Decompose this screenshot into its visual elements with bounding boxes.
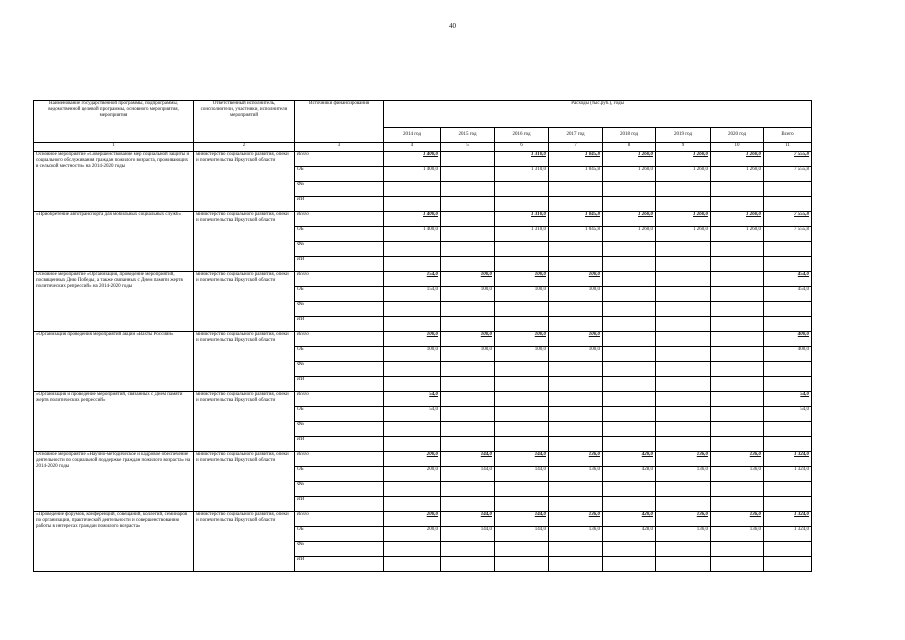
amount-cell (603, 542, 656, 557)
amount-cell: 1 400,0 (384, 167, 441, 182)
amount-cell (656, 197, 711, 212)
amount-cell (549, 392, 603, 407)
amount-cell (656, 272, 711, 287)
amount-cell (441, 242, 495, 257)
amount-cell (764, 482, 812, 497)
header-col-number: 8 (603, 143, 656, 152)
amount-cell (495, 392, 549, 407)
amount-cell: 1 260,0 (656, 167, 711, 182)
funding-source: ИИ (295, 497, 384, 512)
amount-cell: 136,0 (549, 527, 603, 542)
funding-source: ИИ (295, 437, 384, 452)
amount-cell (441, 437, 495, 452)
amount-cell: 200,0 (384, 512, 441, 527)
amount-cell: 1 310,0 (495, 152, 549, 167)
amount-cell (711, 482, 764, 497)
amount-cell (711, 542, 764, 557)
amount-cell: 136,0 (549, 452, 603, 467)
header-year: Всего (764, 128, 812, 143)
amount-cell: 200,0 (384, 467, 441, 482)
amount-cell: 454,0 (764, 272, 812, 287)
measure-name: «Организация и проведение мероприятий, связанных с Днем памяти жертв политических репрессий» (34, 392, 194, 452)
measure-name: «Проведение форумов, конференций, совещаний, коллегий, семинаров по организации, практической деятельности и совершенствованию работы в интересах граждан пожилого возраста» (34, 512, 194, 572)
amount-cell: 144,0 (441, 527, 495, 542)
amount-cell (384, 182, 441, 197)
amount-cell: 1 260,0 (711, 167, 764, 182)
amount-cell: 7 555,8 (764, 227, 812, 242)
amount-cell (656, 497, 711, 512)
amount-cell (549, 362, 603, 377)
amount-cell (656, 422, 711, 437)
amount-cell (441, 317, 495, 332)
amount-cell (441, 362, 495, 377)
amount-cell (549, 422, 603, 437)
amount-cell (384, 257, 441, 272)
amount-cell: 1 324,0 (764, 512, 812, 527)
amount-cell: 400,0 (764, 347, 812, 362)
table-row (34, 512, 812, 527)
amount-cell (656, 392, 711, 407)
amount-cell (603, 272, 656, 287)
amount-cell (603, 302, 656, 317)
amount-cell: 100,0 (549, 332, 603, 347)
amount-cell (603, 257, 656, 272)
header-col-number: 3 (295, 143, 384, 152)
funding-source: ФБ (295, 182, 384, 197)
amount-cell (495, 182, 549, 197)
responsible-executor: министерство социального развития, опеки и попечительства Иркутской области (194, 452, 295, 512)
amount-cell: 1 260,0 (603, 152, 656, 167)
amount-cell (656, 557, 711, 572)
amount-cell: 1 260,0 (603, 167, 656, 182)
amount-cell: 1 045,8 (549, 212, 603, 227)
amount-cell (495, 422, 549, 437)
amount-cell (764, 497, 812, 512)
table-row (34, 392, 812, 407)
measure-name: «Организация проведения мероприятий акции «Вахты Россиян» (34, 332, 194, 392)
header-year: 2019 год (656, 128, 711, 143)
amount-cell: 136,0 (711, 527, 764, 542)
header-expenses: Расходы (тыс.руб.), годы (384, 101, 812, 128)
amount-cell: 54,0 (764, 407, 812, 422)
amount-cell (764, 242, 812, 257)
amount-cell: 428,0 (603, 527, 656, 542)
amount-cell (764, 557, 812, 572)
amount-cell (711, 197, 764, 212)
amount-cell (656, 377, 711, 392)
amount-cell (441, 377, 495, 392)
amount-cell (495, 377, 549, 392)
table-row (34, 152, 812, 167)
amount-cell (441, 542, 495, 557)
amount-cell (656, 182, 711, 197)
amount-cell: 100,0 (549, 287, 603, 302)
amount-cell: 428,0 (603, 467, 656, 482)
funding-source: ОБ (295, 347, 384, 362)
amount-cell: 136,0 (656, 527, 711, 542)
amount-cell: 7 555,8 (764, 167, 812, 182)
amount-cell: 136,0 (549, 512, 603, 527)
amount-cell: 1 324,0 (764, 452, 812, 467)
amount-cell (764, 197, 812, 212)
amount-cell (711, 437, 764, 452)
funding-source: ФБ (295, 362, 384, 377)
amount-cell: 100,0 (384, 332, 441, 347)
amount-cell: 1 260,0 (711, 152, 764, 167)
amount-cell (441, 482, 495, 497)
amount-cell (764, 302, 812, 317)
amount-cell: 136,0 (656, 467, 711, 482)
amount-cell: 136,0 (656, 452, 711, 467)
funding-source: ФБ (295, 422, 384, 437)
amount-cell: 100,0 (441, 272, 495, 287)
header-col-number: 10 (711, 143, 764, 152)
funding-source: ИИ (295, 377, 384, 392)
amount-cell: 1 045,8 (549, 167, 603, 182)
amount-cell (495, 317, 549, 332)
amount-cell (603, 317, 656, 332)
amount-cell: 1 260,0 (656, 152, 711, 167)
amount-cell: 54,0 (764, 392, 812, 407)
header-col-number: 7 (549, 143, 603, 152)
funding-source: ОБ (295, 167, 384, 182)
funding-source: Всего (295, 272, 384, 287)
amount-cell: 454,0 (764, 287, 812, 302)
amount-cell (384, 497, 441, 512)
funding-source: Всего (295, 332, 384, 347)
responsible-executor: министерство социального развития, опеки и попечительства Иркутской области (194, 332, 295, 392)
amount-cell (441, 497, 495, 512)
amount-cell (549, 497, 603, 512)
amount-cell: 1 324,0 (764, 527, 812, 542)
amount-cell (384, 437, 441, 452)
amount-cell: 100,0 (495, 287, 549, 302)
amount-cell (384, 482, 441, 497)
amount-cell: 100,0 (495, 347, 549, 362)
amount-cell: 1 045,8 (549, 152, 603, 167)
amount-cell (656, 437, 711, 452)
amount-cell (764, 377, 812, 392)
funding-source: Всего (295, 452, 384, 467)
responsible-executor: министерство социального развития, опеки и попечительства Иркутской области (194, 272, 295, 332)
amount-cell: 400,0 (764, 332, 812, 347)
amount-cell (764, 362, 812, 377)
amount-cell (549, 302, 603, 317)
amount-cell (711, 377, 764, 392)
amount-cell: 7 555,8 (764, 212, 812, 227)
amount-cell (495, 482, 549, 497)
amount-cell (656, 347, 711, 362)
budget-table (33, 100, 812, 572)
amount-cell (549, 407, 603, 422)
amount-cell (603, 392, 656, 407)
amount-cell (441, 182, 495, 197)
amount-cell (656, 242, 711, 257)
amount-cell (549, 317, 603, 332)
amount-cell (603, 557, 656, 572)
amount-cell (441, 212, 495, 227)
header-year: 2014 год (384, 128, 441, 143)
amount-cell: 428,0 (603, 512, 656, 527)
amount-cell (656, 302, 711, 317)
amount-cell: 1 400,0 (384, 212, 441, 227)
funding-source: ФБ (295, 242, 384, 257)
funding-source: Всего (295, 152, 384, 167)
measure-name: Основное мероприятие «Научно-методическое и кадровое обеспечение деятельности по социальной поддержке граждан пожилого возраста» на 2014-2020 годы (34, 452, 194, 512)
amount-cell: 428,0 (603, 452, 656, 467)
amount-cell (441, 227, 495, 242)
amount-cell: 136,0 (711, 512, 764, 527)
funding-source: ФБ (295, 542, 384, 557)
header-source: Источники финансирования (295, 101, 384, 143)
amount-cell: 144,0 (441, 452, 495, 467)
amount-cell (711, 242, 764, 257)
funding-source: ИИ (295, 197, 384, 212)
amount-cell: 100,0 (495, 272, 549, 287)
amount-cell (495, 542, 549, 557)
amount-cell: 100,0 (549, 272, 603, 287)
amount-cell (549, 482, 603, 497)
measure-name: Основное мероприятие «Совершенствование мер социальной защиты и социального обслуживания граждан пожилого возраста, проживающих в сельской местности» на 2014-2020 годы (34, 152, 194, 212)
header-col-number: 11 (764, 143, 812, 152)
responsible-executor: министерство социального развития, опеки и попечительства Иркутской области (194, 392, 295, 452)
amount-cell (656, 317, 711, 332)
amount-cell (711, 557, 764, 572)
amount-cell (656, 362, 711, 377)
header-col-number: 2 (194, 143, 295, 152)
responsible-executor: министерство социального развития, опеки и попечительства Иркутской области (194, 152, 295, 212)
amount-cell (495, 437, 549, 452)
header-col-number: 5 (441, 143, 495, 152)
amount-cell (656, 332, 711, 347)
amount-cell (495, 557, 549, 572)
amount-cell (711, 182, 764, 197)
amount-cell (441, 422, 495, 437)
amount-cell (603, 377, 656, 392)
amount-cell: 100,0 (549, 347, 603, 362)
amount-cell (384, 557, 441, 572)
table-row (34, 212, 812, 227)
amount-cell (711, 332, 764, 347)
amount-cell (441, 197, 495, 212)
amount-cell: 1 310,0 (495, 227, 549, 242)
amount-cell: 144,0 (495, 452, 549, 467)
responsible-executor: министерство социального развития, опеки и попечительства Иркутской области (194, 212, 295, 272)
amount-cell (603, 362, 656, 377)
amount-cell (711, 392, 764, 407)
amount-cell (764, 422, 812, 437)
amount-cell (711, 317, 764, 332)
amount-cell (549, 242, 603, 257)
amount-cell: 136,0 (711, 467, 764, 482)
amount-cell (441, 152, 495, 167)
amount-cell: 154,0 (384, 272, 441, 287)
amount-cell (384, 422, 441, 437)
amount-cell: 1 260,0 (656, 227, 711, 242)
funding-source: ИИ (295, 557, 384, 572)
amount-cell (384, 317, 441, 332)
amount-cell (549, 257, 603, 272)
amount-cell: 1 310,0 (495, 212, 549, 227)
amount-cell (384, 362, 441, 377)
amount-cell: 136,0 (656, 512, 711, 527)
funding-source: ОБ (295, 407, 384, 422)
page-number: 40 (449, 22, 456, 30)
amount-cell: 200,0 (384, 452, 441, 467)
amount-cell (711, 302, 764, 317)
amount-cell: 1 400,0 (384, 152, 441, 167)
amount-cell (764, 182, 812, 197)
amount-cell: 100,0 (384, 347, 441, 362)
funding-source: ФБ (295, 482, 384, 497)
amount-cell: 1 260,0 (711, 227, 764, 242)
table-row (34, 452, 812, 467)
amount-cell: 1 260,0 (656, 212, 711, 227)
funding-source: ОБ (295, 227, 384, 242)
header-col-number: 4 (384, 143, 441, 152)
amount-cell (441, 557, 495, 572)
amount-cell: 200,0 (384, 527, 441, 542)
amount-cell (603, 242, 656, 257)
amount-cell (764, 317, 812, 332)
amount-cell (441, 257, 495, 272)
amount-cell (711, 257, 764, 272)
amount-cell: 144,0 (495, 512, 549, 527)
responsible-executor: министерство социального развития, опеки и попечительства Иркутской области (194, 512, 295, 572)
amount-cell (495, 242, 549, 257)
amount-cell (764, 542, 812, 557)
amount-cell (603, 437, 656, 452)
measure-name: «Приобретение автотранспорта для мобильных социальных служб» (34, 212, 194, 272)
amount-cell: 100,0 (495, 332, 549, 347)
amount-cell (495, 302, 549, 317)
funding-source: Всего (295, 512, 384, 527)
amount-cell (603, 197, 656, 212)
funding-source: ОБ (295, 467, 384, 482)
amount-cell (603, 287, 656, 302)
header-year: 2020 год (711, 128, 764, 143)
amount-cell (495, 407, 549, 422)
amount-cell (384, 302, 441, 317)
amount-cell (603, 407, 656, 422)
table-row (34, 332, 812, 347)
amount-cell (549, 557, 603, 572)
amount-cell (549, 197, 603, 212)
amount-cell (711, 497, 764, 512)
amount-cell: 1 400,0 (384, 227, 441, 242)
funding-source: ФБ (295, 302, 384, 317)
amount-cell (441, 167, 495, 182)
amount-cell: 100,0 (441, 287, 495, 302)
header-year: 2016 год (495, 128, 549, 143)
amount-cell: 1 260,0 (603, 212, 656, 227)
amount-cell (711, 407, 764, 422)
amount-cell (441, 392, 495, 407)
amount-cell (384, 377, 441, 392)
amount-cell: 144,0 (441, 512, 495, 527)
amount-cell (549, 182, 603, 197)
amount-cell (495, 362, 549, 377)
header-year: 2017 год (549, 128, 603, 143)
amount-cell (384, 197, 441, 212)
amount-cell (603, 332, 656, 347)
amount-cell (603, 422, 656, 437)
amount-cell (656, 257, 711, 272)
amount-cell (656, 482, 711, 497)
amount-cell: 54,0 (384, 407, 441, 422)
amount-cell (656, 407, 711, 422)
header-name: Наименование государственной программы, подпрограммы, ведомственной целевой программы, основного мероприятия, мероприятия (34, 101, 194, 143)
amount-cell (603, 182, 656, 197)
funding-source: ОБ (295, 527, 384, 542)
amount-cell (495, 197, 549, 212)
amount-cell: 100,0 (441, 332, 495, 347)
funding-source: ИИ (295, 257, 384, 272)
amount-cell: 136,0 (711, 452, 764, 467)
amount-cell (384, 542, 441, 557)
amount-cell (549, 542, 603, 557)
amount-cell (711, 422, 764, 437)
funding-source: Всего (295, 212, 384, 227)
amount-cell: 7 555,8 (764, 152, 812, 167)
funding-source: Всего (295, 392, 384, 407)
amount-cell (441, 407, 495, 422)
header-col-number: 6 (495, 143, 549, 152)
amount-cell (764, 437, 812, 452)
amount-cell (711, 287, 764, 302)
amount-cell (495, 257, 549, 272)
amount-cell: 1 260,0 (603, 227, 656, 242)
amount-cell (603, 497, 656, 512)
amount-cell (495, 497, 549, 512)
amount-cell (711, 347, 764, 362)
amount-cell: 144,0 (441, 467, 495, 482)
amount-cell (656, 542, 711, 557)
measure-name: Основное мероприятие «Организация, проведение мероприятий, посвященных Дню Победы, а также связанных с Днем памяти жертв политических репрессий» на 2014-2020 годы (34, 272, 194, 332)
amount-cell (441, 302, 495, 317)
amount-cell: 1 310,0 (495, 167, 549, 182)
header-responsible: Ответственный исполнитель, соисполнители, участники, исполнители мероприятий (194, 101, 295, 143)
amount-cell: 144,0 (495, 467, 549, 482)
amount-cell: 100,0 (441, 347, 495, 362)
funding-source: ОБ (295, 287, 384, 302)
amount-cell (656, 287, 711, 302)
amount-cell (549, 437, 603, 452)
amount-cell: 1 260,0 (711, 212, 764, 227)
header-year: 2015 год (441, 128, 495, 143)
amount-cell (711, 272, 764, 287)
funding-source: ИИ (295, 317, 384, 332)
table-row (34, 272, 812, 287)
amount-cell (603, 347, 656, 362)
header-year: 2018 год (603, 128, 656, 143)
amount-cell: 136,0 (549, 467, 603, 482)
amount-cell: 144,0 (495, 527, 549, 542)
amount-cell (603, 482, 656, 497)
header-col-number: 9 (656, 143, 711, 152)
amount-cell: 54,0 (384, 392, 441, 407)
amount-cell (764, 257, 812, 272)
amount-cell (384, 242, 441, 257)
header-col-number: 1 (34, 143, 194, 152)
amount-cell (549, 377, 603, 392)
amount-cell: 1 324,0 (764, 467, 812, 482)
amount-cell: 154,0 (384, 287, 441, 302)
amount-cell: 1 045,8 (549, 227, 603, 242)
amount-cell (711, 362, 764, 377)
